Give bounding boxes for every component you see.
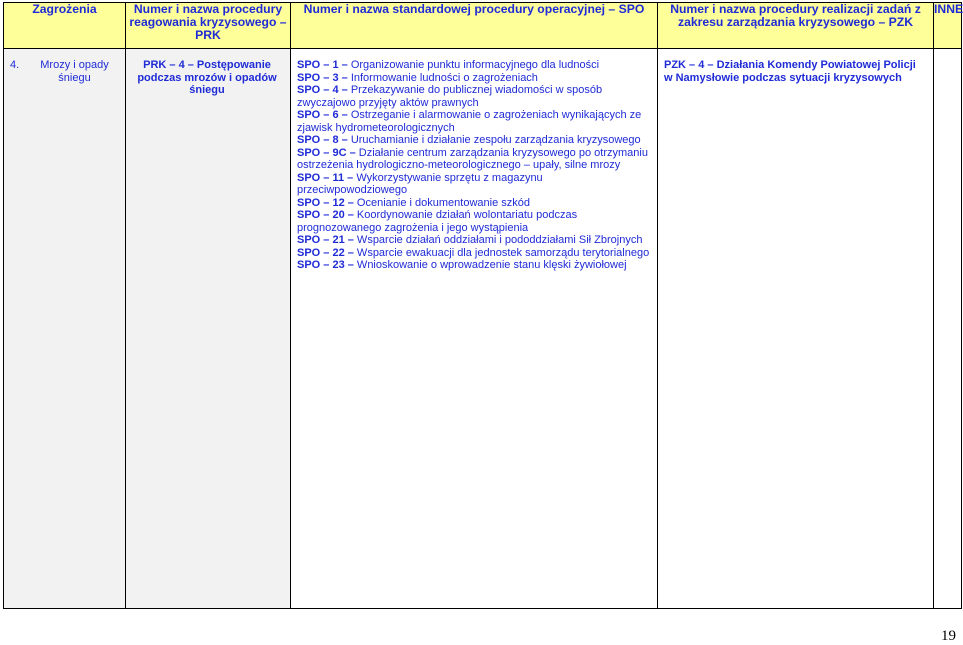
other-cell [934,49,962,609]
prk-line: śniegu [189,84,225,96]
spo-code: SPO – 12 – [297,196,354,209]
spo-item [297,247,651,260]
page-number: 19 [941,628,956,644]
threat-name: Mrozy i opady śniegu [40,59,109,84]
spo-code: SPO – 23 – [297,259,354,271]
spo-title: Koordynowanie działań wolontariatu podczas prognozowanego zagrożenia i jego wystąpienia [297,209,578,234]
spo-code: SPO – 21 – [297,234,354,246]
header-prk: Numer i nazwa procedury reagowania kryzysowego – PRK [126,3,291,49]
spo-code: SPO – 4 – [297,84,348,96]
spo-code: SPO – 11 – [297,171,354,184]
prk-line: PRK – 4 – Postępowanie [143,59,271,71]
spo-code: SPO – 3 – [297,71,348,84]
header-threats: Zagrożenia [4,3,126,49]
spo-code: SPO – 6 – [297,109,348,121]
spo-item [297,147,651,172]
threat-cell [4,49,126,609]
spo-list [291,49,657,276]
spo-item [297,209,651,234]
prk-line: podczas mrozów i opadów [137,71,277,84]
other-text [934,49,961,63]
prk-text [126,49,290,101]
spo-code: SPO – 9C – [297,146,356,159]
spo-title: Działanie centrum zarządzania kryzysowego po otrzymaniu ostrzeżenia hydrologiczno-meteorologicznego – upały, silne mrozy [297,146,648,171]
spo-code: SPO – 22 – [297,246,354,259]
pzk-text: PZK – 4 – Działania Komendy Powiatowej Policji w Namysłowie podczas sytuacji kryzysowych [664,59,916,84]
spo-title: Ostrzeganie i alarmowanie o zagrożeniach wynikających ze zjawisk hydrometeorologicznych [297,109,642,134]
spo-code: SPO – 8 – [297,134,348,146]
spo-code: SPO – 1 – [297,59,348,71]
row-number: 4. [10,59,20,71]
spo-title: Przekazywanie do publicznej wiadomości w sposób zwyczajowo przyjęty aktów prawnych [297,84,603,109]
spo-item [297,109,651,134]
header-spo: Numer i nazwa standardowej procedury operacyjnej – SPO [291,3,658,49]
spo-cell [291,49,658,609]
spo-title: Wnioskowanie o wprowadzenie stanu klęski żywiołowej [353,259,627,271]
spo-item [297,172,651,197]
spo-item [297,197,651,210]
spo-title: Wykorzystywanie sprzętu z magazynu przeciwpowodziowego [297,171,543,196]
spo-title: Wsparcie ewakuacji dla jednostek samorządu terytorialnego [353,246,650,259]
prk-cell [126,49,291,609]
spo-title: Uruchamianie i działanie zespołu zarządzania kryzysowego [347,134,641,146]
spo-title: Informowanie ludności o zagrożeniach [347,71,538,84]
procedures-table [3,2,962,609]
spo-item [297,84,651,109]
header-pzk: Numer i nazwa procedury realizacji zadań z zakresu zarządzania kryzysowego – PZK [658,3,934,49]
table-row [4,49,962,609]
pzk-cell [658,49,934,609]
spo-title: Ocenianie i dokumentowanie szkód [353,196,530,209]
spo-item [297,234,651,247]
spo-item [297,259,651,272]
header-other: INNE [934,3,962,49]
spo-title: Wsparcie działań oddziałami i pododdziałami Sił Zbrojnych [353,234,643,246]
spo-title: Organizowanie punktu informacyjnego dla ludności [347,59,600,71]
spo-code: SPO – 20 – [297,209,354,221]
header-row [4,3,962,49]
spo-item [297,72,651,85]
spo-item [297,59,651,72]
spo-item [297,134,651,147]
